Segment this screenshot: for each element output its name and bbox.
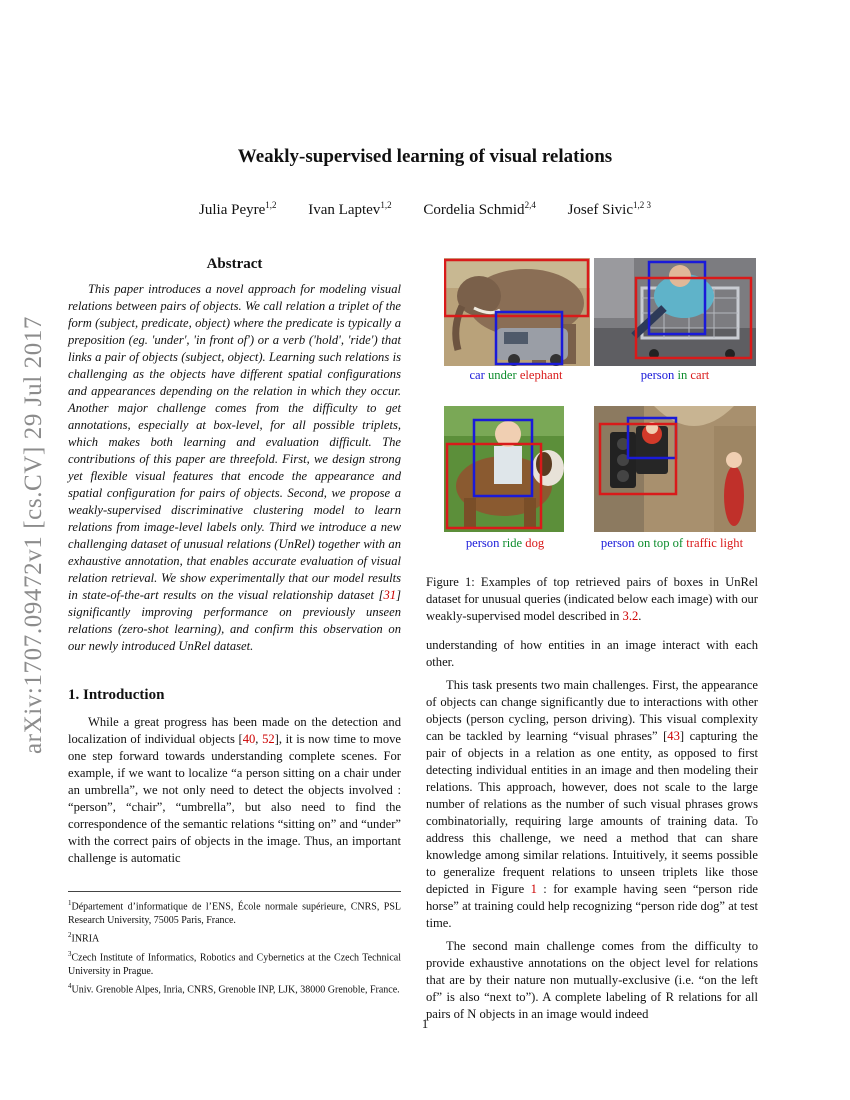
paper-title: Weakly-supervised learning of visual relations [237, 146, 613, 167]
citation-link[interactable]: 31 [383, 588, 397, 602]
figure-image-traffic-light [594, 406, 756, 532]
arxiv-stamp [14, 300, 54, 770]
footnote: $^1$Département d’informatique de l’ENS, École normale supérieure, CNRS, PSL Research University, 75005 Paris, France. [68, 899, 401, 927]
abstract-heading: Abstract [206, 256, 263, 272]
footnote: $^4$Univ. Grenoble Alpes, Inria, CNRS, Grenoble INP, LJK, 38000 Grenoble, France. [68, 981, 400, 996]
citation-link[interactable]: 52 [262, 732, 275, 746]
author: Cordelia Schmid$^{2,4}$ [423, 200, 536, 218]
figure-row-bottom [426, 406, 758, 566]
figure-caption-4: person on top of traffic light [600, 536, 744, 550]
figure-image-cart [594, 258, 756, 366]
footnotes [68, 891, 401, 997]
figure-caption: Figure 1: Examples of top retrieved pairs of boxes in UnRel dataset for unusual queries (indicated below each image) with our weakly-supervised model described in 3.2. [426, 575, 758, 623]
author: Ivan Laptev$^{1,2}$ [308, 200, 392, 218]
arxiv-id: arXiv:1707.09472v1 [cs.CV] 29 Jul 2017 [20, 315, 47, 755]
figure-row-top [426, 254, 758, 406]
intro-paragraph-3: The second main challenge comes from the difficulty to provide exhaustive annotations on the object level for relations that are by their nature non mutually-exclusive (i.e. “on the left of” is also “next to”). A complete labeling of R relations for all pairs of N objects in an image would indeed [426, 939, 758, 1021]
citation-link[interactable]: 43 [667, 729, 680, 743]
figure-image-elephant [444, 258, 590, 366]
left-column [68, 256, 401, 873]
author: Josef Sivic$^{1,2 3}$ [567, 200, 651, 218]
figure-link[interactable]: 1 [530, 882, 537, 896]
right-column [426, 254, 758, 1029]
figure-caption-1: car under elephant [469, 368, 563, 382]
intro-paragraph-2: This task presents two main challenges. First, the appearance of objects can change significantly due to interactions with other objects (person cycling, person driving). This visual complexity can be tackled by learning “visual phrases” [43] capturing the pair of objects in a relation as one entity, as opposed to first detecting individual entities in an image and then modeling their relations. This approach, however, does not scale to the large number of relations as the number of such visual phrases grows combinatorially, requiring large amounts of training data. To address this challenge, we need a method that can share knowledge among similar relations. Intuitively, it seems possible to generalize frequent relations to unseen triplets like those depicted in Figure 1 : for example having seen “person ride horse” at training could help recognizing “person ride dog” at test time. [426, 678, 759, 930]
figure-image-dog [444, 406, 564, 532]
section-link[interactable]: 3.2 [622, 609, 639, 623]
abstract-text: This paper introduces a novel approach for modeling visual relations between pairs of objects. We call relation a triplet of the form (subject, predicate, object) where the predicate is typically a preposition (eg. 'under', 'in front of') or a verb ('hold', 'ride') that links a pair of objects (subject, object). Learning such relations is challenging as the objects have different spatial configurations and appearances depending on the relation in which they occur. Another major challenge comes from the difficulty to get annotations, especially at box-level, for all possible triplets, which makes both learning and evaluation difficult. The contributions of this paper are threefold. First, we design strong yet flexible visual features that encode the appearance and spatial configuration for pairs of objects. Second, we propose a weakly-supervised discriminative clustering model to learn relations from image-level labels only. Third we introduce a new challenging dataset of unusual relations (UnRel) together with an exhaustive annotation, that enables accurate evaluation of visual relation retrieval. We show experimentally that our model results in state-of-the-art results on the visual relationship dataset [31] significantly improving performance on previously unseen relations (zero-shot learning), and confirm this observation on our newly introduced UnRel dataset. [68, 282, 401, 653]
author-list [100, 200, 750, 219]
author: Julia Peyre$^{1,2}$ [199, 200, 277, 218]
intro-paragraph-1-continued: understanding of how entities in an image interact with each other. [426, 638, 758, 669]
figure-caption-3: person ride dog [465, 536, 545, 550]
footnote: $^2$INRIA [68, 931, 100, 945]
footnote: $^3$Czech Institute of Informatics, Robotics and Cybernetics at the Czech Technical University in Prague. [68, 949, 401, 977]
citation-link[interactable]: 40 [242, 732, 256, 746]
section-heading-introduction: 1. Introduction [68, 687, 165, 703]
page-number: 1 [421, 1017, 429, 1031]
intro-paragraph-1: While a great progress has been made on the detection and localization of individual objects [40, 52], it is now time to move one step forward towards understanding complete scenes. For example, if we want to localize “a person sitting on a chair under an umbrella”, we not only need to detect the objects involved : “person”, “chair”, “umbrella”, but also need to find the correspondence of the semantic relations “sitting on” and “under” with the correct pairs of objects in the image. Thus, an important challenge is automatic [68, 715, 402, 865]
figure-caption-2: person in cart [640, 368, 710, 382]
